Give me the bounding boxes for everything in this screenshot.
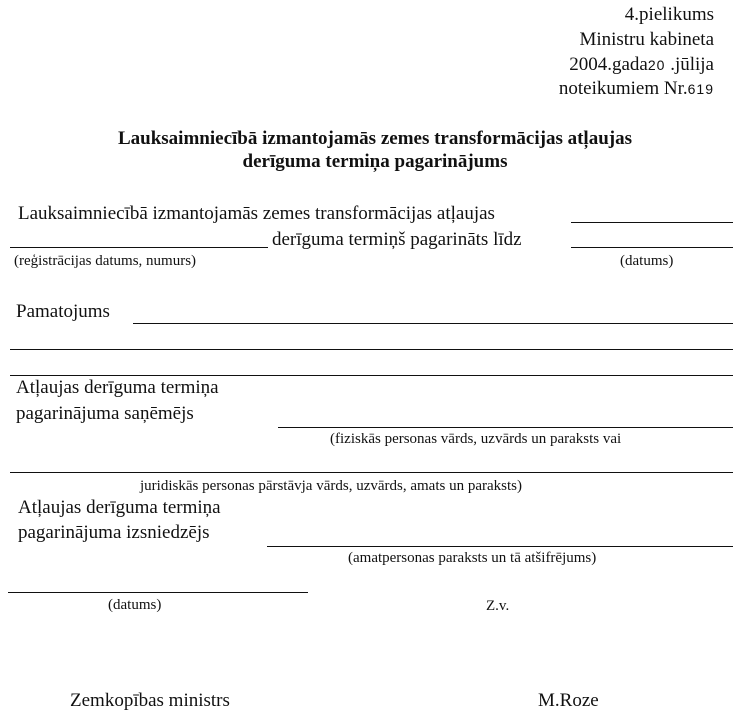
issuer-signature-blank — [267, 546, 733, 547]
date-line — [569, 54, 714, 76]
minister-name: M.Roze — [538, 690, 599, 711]
extension-date-caption: (datums) — [620, 253, 674, 269]
document-title-line2: derīguma termiņa pagarinājums — [242, 151, 508, 172]
extension-text-line1: Lauksaimniecībā izmantojamās zemes transformācijas atļaujas — [18, 203, 495, 224]
justification-label: Pamatojums — [16, 301, 110, 322]
issuer-label-line2: pagarinājuma izsniedzējs — [18, 522, 210, 543]
rules-prefix: noteikumiem Nr. — [558, 78, 688, 99]
recipient-blank-2 — [10, 472, 733, 473]
rules-number: 619 — [687, 81, 714, 97]
issuer-caption: (amatpersonas paraksts un tā atšifrējums) — [348, 550, 597, 566]
minister-title: Zemkopības ministrs — [70, 690, 230, 711]
justification-blank-2 — [10, 349, 733, 350]
recipient-blank-1 — [278, 427, 733, 428]
date-blank — [8, 592, 308, 593]
rules-line — [559, 78, 714, 100]
recipient-caption-2: juridiskās personas pārstāvja vārds, uzvārds, amats un paraksts) — [140, 478, 522, 494]
cabinet-label: Ministru kabineta — [579, 29, 714, 50]
recipient-caption-1: (fiziskās personas vārds, uzvārds un paraksts vai — [330, 431, 622, 447]
document-title-line1: Lauksaimniecībā izmantojamās zemes transformācijas atļaujas — [117, 128, 632, 149]
date-month: .jūlija — [670, 54, 714, 75]
registration-blank — [10, 247, 268, 248]
justification-blank-1 — [133, 323, 733, 324]
extension-date-blank — [571, 247, 733, 248]
date-caption: (datums) — [108, 597, 162, 613]
registration-caption: (reģistrācijas datums, numurs) — [14, 253, 197, 269]
recipient-label-line1: Atļaujas derīguma termiņa — [16, 377, 219, 398]
stamp-label: Z.v. — [486, 598, 510, 614]
date-day: 20 — [647, 57, 666, 73]
issuer-label-line1: Atļaujas derīguma termiņa — [18, 497, 221, 518]
date-prefix: 2004.gada — [569, 54, 648, 75]
extension-text-line2: derīguma termiņš pagarināts līdz — [272, 229, 522, 250]
appendix-label: 4.pielikums — [624, 4, 714, 25]
extension-blank-top — [571, 222, 733, 223]
recipient-label-line2: pagarinājuma saņēmējs — [16, 403, 194, 424]
justification-blank-3 — [10, 375, 733, 376]
